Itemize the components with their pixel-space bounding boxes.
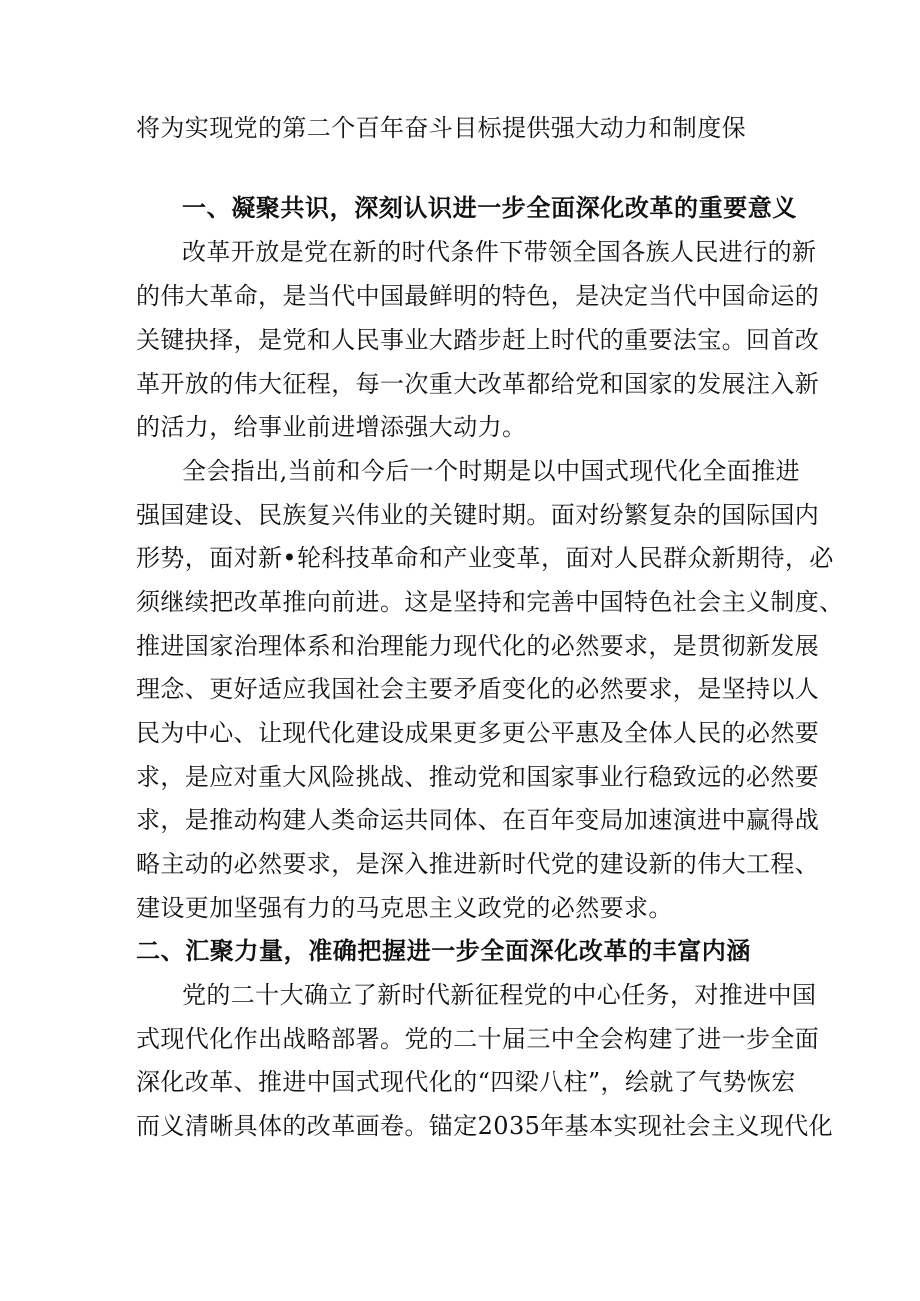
paragraph-line: 求，是推动构建人类命运共同体、在百年变局加速演进中赢得战 bbox=[136, 806, 820, 834]
paragraph-line: 全会指出,当前和今后一个时期是以中国式现代化全面推进 bbox=[182, 457, 801, 485]
paragraph-line: 强国建设、民族复兴伟业的关键时期。面对纷繁复杂的国际国内 bbox=[136, 501, 820, 529]
paragraph-line: 的活力，给事业前进增添强大动力。 bbox=[136, 413, 527, 441]
paragraph-line: 的伟大革命，是当代中国最鲜明的特色，是决定当代中国命运的 bbox=[136, 282, 820, 310]
paragraph-line: 而义清晰具体的改革画卷。锚定2035年基本实现社会主义现代化 bbox=[136, 1112, 834, 1140]
paragraph-line: 改革开放是党在新的时代条件下带领全国各族人民进行的新 bbox=[182, 238, 817, 266]
paragraph-line: 建设更加坚强有力的马克思主义政党的必然要求。 bbox=[136, 894, 673, 922]
paragraph-line: 关键抉择，是党和人民事业大踏步赶上时代的重要法宝。回首改 bbox=[136, 326, 820, 354]
continuation-line: 将为实现党的第二个百年奋斗目标提供强大动力和制度保 bbox=[136, 114, 746, 142]
paragraph-line: 党的二十大确立了新时代新征程党的中心任务，对推进中国 bbox=[182, 981, 817, 1009]
section-1-heading: 一、凝聚共识，深刻认识进一步全面深化改革的重要意义 bbox=[182, 193, 797, 222]
paragraph-line: 形势，面对新•轮科技革命和产业变革，面对人民群众新期待，必 bbox=[136, 544, 834, 572]
paragraph-line: 推进国家治理体系和治理能力现代化的必然要求，是贯彻新发展 bbox=[136, 632, 820, 660]
paragraph-line: 深化改革、推进中国式现代化的“四梁八柱”，绘就了气势恢宏 bbox=[136, 1068, 796, 1096]
paragraph-line: 略主动的必然要求，是深入推进新时代党的建设新的伟大工程、 bbox=[136, 850, 820, 878]
paragraph-line: 须继续把改革推向前进。这是坚持和完善中国特色社会主义制度、 bbox=[136, 588, 844, 616]
paragraph-line: 求，是应对重大风险挑战、推动党和国家事业行稳致远的必然要 bbox=[136, 763, 820, 791]
paragraph-line: 式现代化作出战略部署。党的二十届三中全会构建了进一步全面 bbox=[136, 1025, 820, 1053]
paragraph-line: 民为中心、让现代化建设成果更多更公平惠及全体人民的必然要 bbox=[136, 719, 820, 747]
section-2-heading: 二、汇聚力量，准确把握进一步全面深化改革的丰富内涵 bbox=[136, 936, 751, 965]
paragraph-line: 革开放的伟大征程，每一次重大改革都给党和国家的发展注入新 bbox=[136, 370, 820, 398]
paragraph-line: 理念、更好适应我国社会主要矛盾变化的必然要求，是坚持以人 bbox=[136, 675, 820, 703]
